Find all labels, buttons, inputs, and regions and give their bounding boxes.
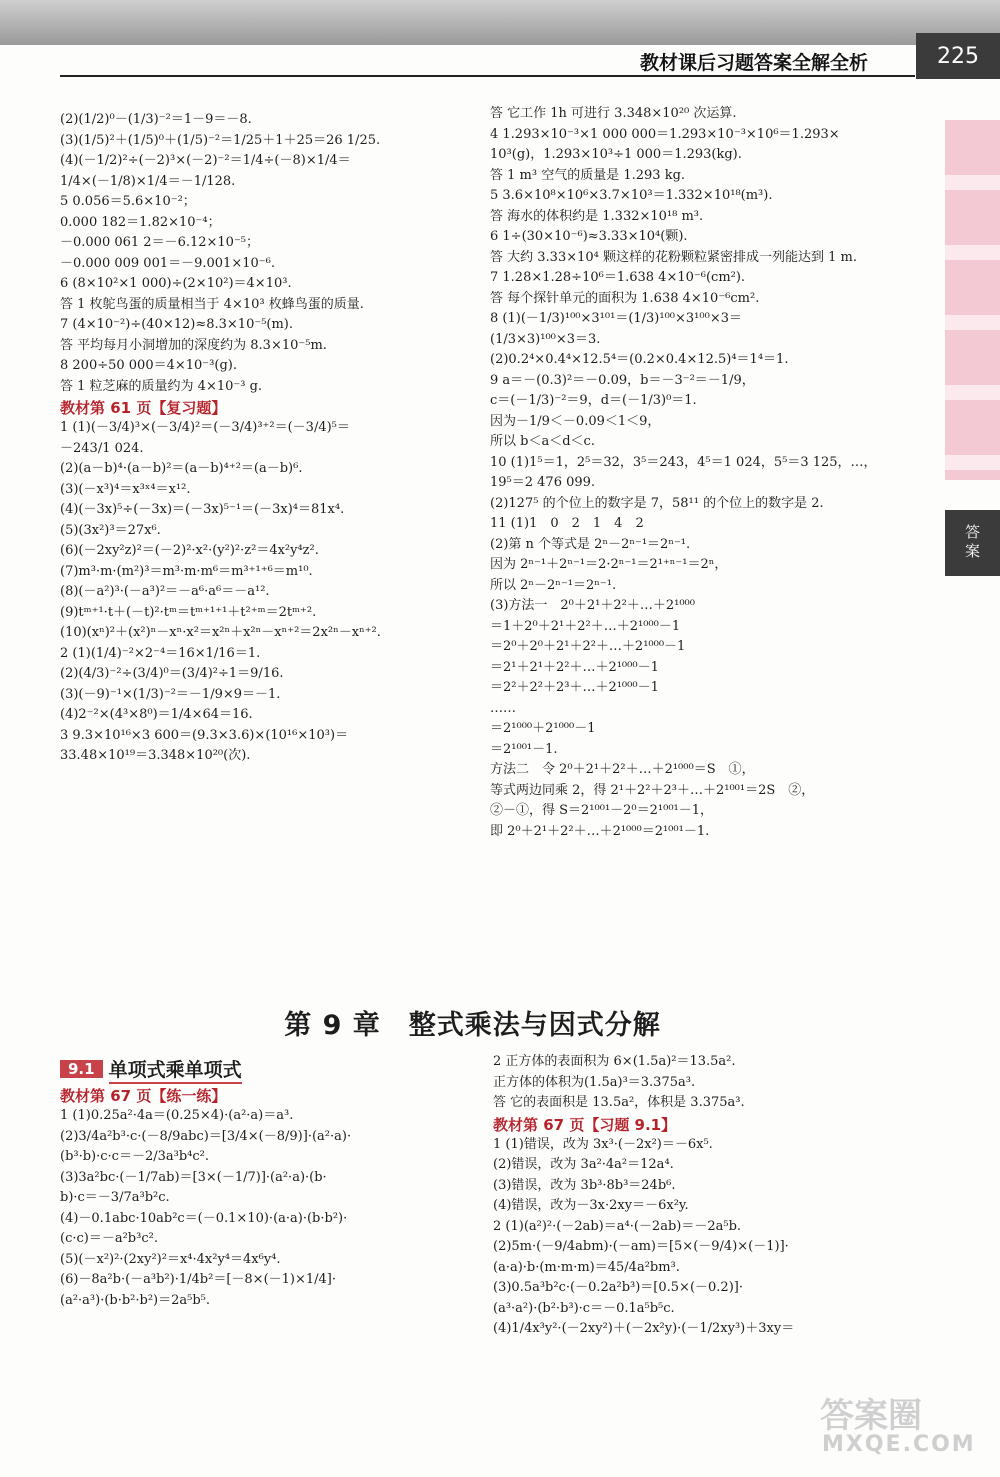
watermark-logo: 答案圈 (820, 1396, 922, 1436)
text-line: b)·c＝－3/7a³b²c. (60, 1190, 170, 1205)
text-line: (1/3×3)¹⁰⁰×3＝3. (490, 331, 601, 347)
text-line: (2)3/4a²b³·c·(－8/9abc)＝[3/4×(－8/9)]·(a²·a)· (60, 1128, 352, 1144)
text-line: 9 a＝－(0.3)²＝－0.09，b＝－3⁻²＝－1/9， (490, 372, 755, 388)
page-number: 225 (916, 33, 1000, 79)
text-line: 因为－1/9＜－0.09＜1＜9， (490, 413, 661, 429)
text-line: (6)－8a²b·(－a³b²)·1/4b²＝[－8×(－1)×1/4]· (60, 1272, 336, 1287)
text-line: (6)(－2xy²z)²＝(－2)²·x²·(y²)²·z²＝4x²y⁴z². (60, 543, 319, 558)
section-badge: 9.1 (60, 1060, 103, 1078)
text-line: (7)m³·m·(m²)³＝m³·m·m⁶＝m³⁺¹⁺⁶＝m¹⁰. (60, 563, 313, 579)
text-line: 教材第 67 页【练一练】 (60, 1087, 227, 1105)
text-line: 10³(g)，1.293×10³÷1 000＝1.293(kg). (490, 147, 742, 162)
text-line: (4)－0.1abc·10ab²c＝(－0.1×10)·(a·a)·(b·b²)· (60, 1210, 348, 1226)
text-line: 即 2⁰＋2¹＋2²＋…＋2¹⁰⁰⁰＝2¹⁰⁰¹－1. (490, 823, 710, 839)
text-line: 19⁵＝2 476 099. (490, 475, 596, 490)
text-line: ＝2⁰＋2⁰＋2¹＋2²＋…＋2¹⁰⁰⁰－1 (490, 639, 686, 654)
text-line: (a·a)·b·(m·m·m)＝45/4a²bm³. (493, 1259, 680, 1275)
text-line: (4)(－3x)⁵÷(－3x)＝(－3x)⁵⁻¹＝(－3x)⁴＝81x⁴. (60, 502, 345, 517)
text-line: 7 (4×10⁻²)÷(40×12)≈8.3×10⁻⁵(m). (60, 317, 294, 332)
text-line: 答 平均每月小洞增加的深度约为 8.3×10⁻⁵m. (60, 337, 327, 353)
text-line: 所以 b＜a＜d＜c. (490, 434, 595, 449)
text-line: (2)错误，改为 3a²·4a²＝12a⁴. (493, 1157, 674, 1172)
chapter-title: 第 9 章 整式乘法与因式分解 (284, 1010, 661, 1041)
text-line: ＝2²＋2²＋2³＋…＋2¹⁰⁰⁰－1 (490, 680, 659, 695)
text-line: 答 1 m³ 空气的质量是 1.293 kg. (490, 167, 686, 183)
text-line: 因为 2ⁿ⁻¹＋2ⁿ⁻¹＝2·2ⁿ⁻¹＝2¹⁺ⁿ⁻¹＝2ⁿ， (490, 557, 728, 572)
text-line: (4)错误，改为－3x·2xy＝－6x²y. (493, 1198, 689, 1213)
text-line: …… (490, 700, 516, 716)
book-title: 教材课后习题答案全解全析 (640, 52, 869, 74)
text-line: 2 (1)(a²)²·(－2ab)＝a⁴·(－2ab)＝－2a⁵b. (493, 1218, 742, 1234)
text-line: ＝2¹＋2¹＋2²＋…＋2¹⁰⁰⁰－1 (490, 659, 659, 675)
text-line: 1 (1)(－3/4)³×(－3/4)²＝(－3/4)³⁺²＝(－3/4)⁵＝ (60, 420, 350, 435)
text-line: (3)(－x³)⁴＝x³ˣ⁴＝x¹². (60, 481, 191, 497)
text-line: (2)127⁵ 的个位上的数字是 7，58¹¹ 的个位上的数字是 2. (490, 495, 824, 511)
text-line: (3)错误，改为 3b³·8b³＝24b⁶. (493, 1177, 676, 1193)
right-column-bottom (493, 1052, 913, 1340)
header-rule (60, 75, 915, 77)
text-line: 教材第 67 页【习题 9.1】 (493, 1115, 677, 1134)
text-line: (5)(－x²)²·(2xy²)²＝x⁴·4x²y⁴＝4x⁶y⁴. (60, 1251, 281, 1267)
text-line: 10 (1)1⁵＝1，2⁵＝32，3⁵＝243，4⁵＝1 024，5⁵＝3 125，…， (490, 454, 877, 470)
text-line: ＝1＋2⁰＋2¹＋2²＋…＋2¹⁰⁰⁰－1 (490, 618, 681, 634)
left-column-bottom (60, 1056, 470, 1311)
text-line: (5)(3x²)³＝27x⁶. (60, 522, 161, 538)
text-line: 11 (1)1 0 2 1 4 2 (490, 516, 644, 531)
text-line: ②－①，得 S＝2¹⁰⁰¹－2⁰＝2¹⁰⁰¹－1， (490, 803, 714, 818)
text-line: 等式两边同乘 2，得 2¹＋2²＋2³＋…＋2¹⁰⁰¹＝2S ②， (490, 782, 815, 798)
text-line: (3)3a²bc·(－1/7ab)＝[3×(－1/7)]·(a²·a)·(b· (60, 1169, 327, 1185)
text-line: (10)(xⁿ)²＋(x²)ⁿ－xⁿ·x²＝x²ⁿ＋x²ⁿ－xⁿ⁺²＝2x²ⁿ－xⁿ⁺². (60, 625, 381, 640)
watermark-url: MXQE.COM (822, 1432, 976, 1457)
text-line: 7 1.28×1.28÷10⁶＝1.638 4×10⁻⁶(cm²). (490, 270, 746, 285)
text-line: (2)第 n 个等式是 2ⁿ－2ⁿ⁻¹＝2ⁿ⁻¹. (490, 536, 691, 552)
text-line: (4)2⁻²×(4³×8⁰)＝1/4×64＝16. (60, 707, 253, 722)
text-line: ＝2¹⁰⁰¹－1. (490, 741, 558, 757)
text-line: (2)(1/2)⁰－(1/3)⁻²＝1－9＝－8. (60, 112, 252, 127)
text-line: 2 (1)(1/4)⁻²×2⁻⁴＝16×1/16＝1. (60, 645, 261, 661)
text-line: 所以 2ⁿ－2ⁿ⁻¹＝2ⁿ⁻¹. (490, 577, 617, 593)
text-line: (a²·a³)·(b·b²·b²)＝2a⁵b⁵. (60, 1292, 211, 1308)
text-line: 3 9.3×10¹⁶×3 600＝(9.3×3.6)×(10¹⁶×10³)＝ (60, 727, 349, 743)
text-line: (4)1/4x³y²·(－2xy²)＋(－2x²y)·(－1/2xy³)＋3xy＝ (493, 1321, 795, 1336)
text-line: 1 (1)0.25a²·4a＝(0.25×4)·(a²·a)＝a³. (60, 1108, 294, 1123)
text-line: 4 1.293×10⁻³×1 000 000＝1.293×10⁻³×10⁶＝1.293× (490, 126, 840, 142)
section-title: 单项式乘单项式 (109, 1055, 242, 1084)
text-line: 答 1 粒芝麻的质量约为 4×10⁻³ g. (60, 378, 263, 394)
text-line: (2)(4/3)⁻²÷(3/4)⁰＝(3/4)²÷1＝9/16. (60, 666, 284, 681)
text-line: (3)0.5a³b²c·(－0.2a²b³)＝[0.5×(－0.2)]· (493, 1280, 743, 1295)
text-line: 答 大约 3.33×10⁴ 颗这样的花粉颗粒紧密排成一列能达到 1 m. (490, 249, 857, 265)
text-line: (8)(－a²)³·(－a³)²＝－a⁶·a⁶＝－a¹². (60, 584, 270, 599)
text-line: c＝(－1/3)⁻²＝9，d＝(－1/3)⁰＝1. (490, 393, 697, 408)
text-line: 1/4×(－1/8)×1/4＝－1/128. (60, 173, 236, 189)
text-line: 0.000 182＝1.82×10⁻⁴； (60, 214, 221, 230)
right-column-top (490, 104, 910, 842)
text-line: 2 正方体的表面积为 6×(1.5a)²＝13.5a². (493, 1054, 736, 1069)
text-line: 8 200÷50 000＝4×10⁻³(g). (60, 358, 237, 373)
text-line: 方法二 令 2⁰＋2¹＋2²＋…＋2¹⁰⁰⁰＝S ①， (490, 762, 755, 777)
text-line: 教材第 61 页【复习题】 (60, 399, 227, 417)
text-line: (3)方法一 2⁰＋2¹＋2²＋…＋2¹⁰⁰⁰ (490, 598, 695, 613)
text-line: (a³·a²)·(b²·b³)·c＝－0.1a⁵b⁵c. (493, 1300, 675, 1316)
left-column-top (60, 110, 470, 767)
text-line: －243/1 024. (60, 440, 144, 456)
top-decorative-bar (0, 0, 1000, 45)
text-line: 答 它的表面积是 13.5a²，体积是 3.375a³. (493, 1095, 745, 1110)
side-tab-answer: 答案 (945, 510, 1000, 576)
section-heading (60, 1056, 470, 1082)
text-line: 答 它工作 1h 可进行 3.348×10²⁰ 次运算. (490, 106, 737, 121)
text-line: 33.48×10¹⁹＝3.348×10²⁰(次). (60, 748, 251, 763)
text-line: 5 0.056＝5.6×10⁻²； (60, 194, 196, 209)
text-line: 6 1÷(30×10⁻⁶)≈3.33×10⁴(颗). (490, 229, 688, 244)
text-line: 正方体的体积为(1.5a)³＝3.375a³. (493, 1074, 696, 1090)
text-line: －0.000 009 001＝－9.001×10⁻⁶. (60, 255, 275, 271)
text-line: 答 每个探针单元的面积为 1.638 4×10⁻⁶cm². (490, 290, 760, 306)
text-line: (b³·b)·c·c＝－2/3a³b⁴c². (60, 1149, 209, 1164)
side-color-tabs (945, 120, 1000, 480)
text-line: 5 3.6×10⁸×10⁶×3.7×10³＝1.332×10¹⁸(m³). (490, 188, 773, 203)
text-line: (4)(－1/2)²÷(－2)³×(－2)⁻²＝1/4÷(－8)×1/4＝ (60, 153, 351, 168)
text-line: 6 (8×10²×1 000)÷(2×10²)＝4×10³. (60, 276, 292, 291)
text-line: ＝2¹⁰⁰⁰＋2¹⁰⁰⁰－1 (490, 721, 596, 736)
text-line: (2)(a－b)⁴·(a－b)²＝(a－b)⁴⁺²＝(a－b)⁶. (60, 461, 303, 476)
text-line: －0.000 061 2＝－6.12×10⁻⁵； (60, 235, 260, 250)
text-line: (2)0.2⁴×0.4⁴×12.5⁴＝(0.2×0.4×12.5)⁴＝1⁴＝1. (490, 352, 789, 367)
text-line: (3)(－9)⁻¹×(1/3)⁻²＝－1/9×9＝－1. (60, 686, 281, 702)
text-line: (3)(1/5)²＋(1/5)⁰＋(1/5)⁻²＝1/25＋1＋25＝26 1/25. (60, 132, 381, 148)
text-line: (9)tᵐ⁺¹·t＋(－t)²·tᵐ＝tᵐ⁺¹⁺¹＋t²⁺ᵐ＝2tᵐ⁺². (60, 604, 317, 620)
text-line: 1 (1)错误，改为 3x³·(－2x²)＝－6x⁵. (493, 1136, 713, 1152)
text-line: (2)5m·(－9/4abm)·(－am)＝[5×(－9/4)×(－1)]· (493, 1239, 789, 1254)
text-line: 答 海水的体积约是 1.332×10¹⁸ m³. (490, 208, 704, 224)
text-line: 8 (1)(－1/3)¹⁰⁰×3¹⁰¹＝(1/3)¹⁰⁰×3¹⁰⁰×3＝ (490, 311, 742, 326)
text-line: (c·c)＝－a²b³c². (60, 1231, 158, 1246)
text-line: 答 1 枚鸵鸟蛋的质量相当于 4×10³ 枚蜂鸟蛋的质量. (60, 296, 364, 312)
